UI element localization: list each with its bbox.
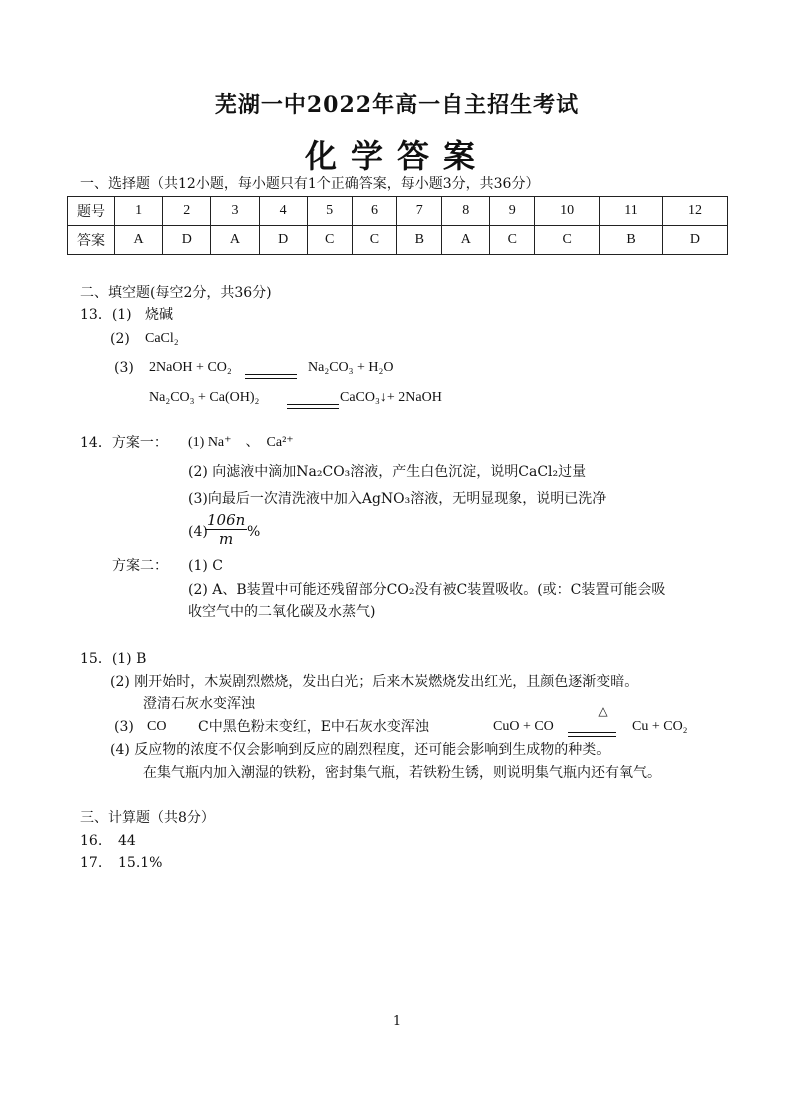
table-cell: 11 [600,197,663,226]
equals-sign [287,396,339,415]
fraction-numerator: 106n [207,511,246,529]
table-cell: B [397,226,442,255]
q15-p1: 15．(1) B [80,651,147,667]
table-cell: 9 [490,197,535,226]
q14-p4-unit: % [247,524,261,540]
answer-table [67,196,728,255]
q15-eq-left: CuO + CO [493,719,554,734]
table-cell: D [163,226,211,255]
fraction [205,511,247,548]
q15-p3-a: CO [147,719,167,734]
q14-p2: (2) 向滤液中滴加Na₂CO₃溶液，产生白色沉淀，说明CaCl₂过量 [188,464,587,480]
section2-heading: 二、填空题(每空2分，共36分) [80,285,272,301]
table-cell: C [490,226,535,255]
q16-answer: 44 [118,833,136,849]
table-cell: 12 [662,197,727,226]
table-cell: C [535,226,600,255]
q13-label-2: (2) [110,331,130,347]
q16-number: 16. [80,833,103,849]
q13-label-3: (3) [114,360,134,376]
exam-title: 芜湖一中2022年高一自主招生考试 [214,92,580,118]
q15-p4-line2: 在集气瓶内加入潮湿的铁粉，密封集气瓶，若铁粉生锈，则说明集气瓶内还有氧气。 [143,765,661,781]
table-cell: C [307,226,352,255]
q14-b2-line1: (2) A、B装置中可能还残留部分CO₂没有被C装置吸收。(或：C装置可能会吸 [188,582,666,598]
q17-number: 17. [80,855,103,871]
q14-b1: (1) C [188,558,223,574]
table-cell: 6 [352,197,397,226]
section1-heading: 一、选择题（共12小题，每小题只有1个正确答案，每小题3分，共36分） [80,176,540,192]
q14-p4-label: (4) [188,524,208,540]
q14-plan1-label: 14．方案一： [80,435,168,451]
table-cell: 5 [307,197,352,226]
table-cell: 4 [259,197,307,226]
table-cell: D [662,226,727,255]
q13-eq2-right: CaCO₃↓+ 2NaOH [340,390,442,405]
section3-heading: 三、计算题（共8分） [80,810,215,826]
q14-p3: (3)向最后一次清洗液中加入AgNO₃溶液，无明显现象，说明已洗净 [188,491,607,507]
table-cell: A [115,226,163,255]
q17-answer: 15.1% [118,855,163,871]
q13-number: 13．(1) [80,307,132,323]
table-cell: A [442,226,490,255]
answer-title: 化学答案 [304,137,489,175]
table-cell: 1 [115,197,163,226]
q13-answer-1: 烧碱 [145,307,173,323]
q13-answer-2: CaCl₂ [145,331,179,346]
table-cell: 8 [442,197,490,226]
row-label: 题号 [68,197,115,226]
table-cell: A [211,226,259,255]
table-cell: 7 [397,197,442,226]
q13-eq1-left: 2NaOH + CO₂ [149,360,232,375]
q14-plan2-label: 方案二： [112,558,168,574]
q15-p3-label: (3) [114,719,134,735]
table-row-answers [68,226,728,255]
q14-p1: (1) Na⁺ 、 Ca²⁺ [188,435,294,450]
q15-p4-line1: (4) 反应物的浓度不仅会影响到反应的剧烈程度，还可能会影响到生成物的种类。 [110,742,611,758]
page-number: 1 [392,1014,402,1029]
table-cell: 10 [535,197,600,226]
table-cell: C [352,226,397,255]
table-cell: D [259,226,307,255]
table-cell: B [600,226,663,255]
q15-eq-right: Cu + CO₂ [632,719,688,734]
table-row-numbers [68,197,728,226]
q15-p2-line1: (2) 刚开始时，木炭剧烈燃烧，发出白光；后来木炭燃烧发出红光，且颜色逐渐变暗。 [110,674,639,690]
equals-sign [245,366,297,385]
q15-p3-b: C中黑色粉末变红，E中石灰水变浑浊 [198,719,429,735]
heat-triangle-icon: △ [598,704,608,718]
row-label: 答案 [68,226,115,255]
q13-eq2-left: Na₂CO₃ + Ca(OH)₂ [149,390,260,405]
fraction-denominator: m [219,530,234,548]
q13-eq1-right: Na₂CO₃ + H₂O [308,360,394,375]
q15-p2-line2: 澄清石灰水变浑浊 [143,696,255,712]
q14-b2-line2: 收空气中的二氧化碳及水蒸气) [188,604,376,620]
table-cell: 2 [163,197,211,226]
table-cell: 3 [211,197,259,226]
